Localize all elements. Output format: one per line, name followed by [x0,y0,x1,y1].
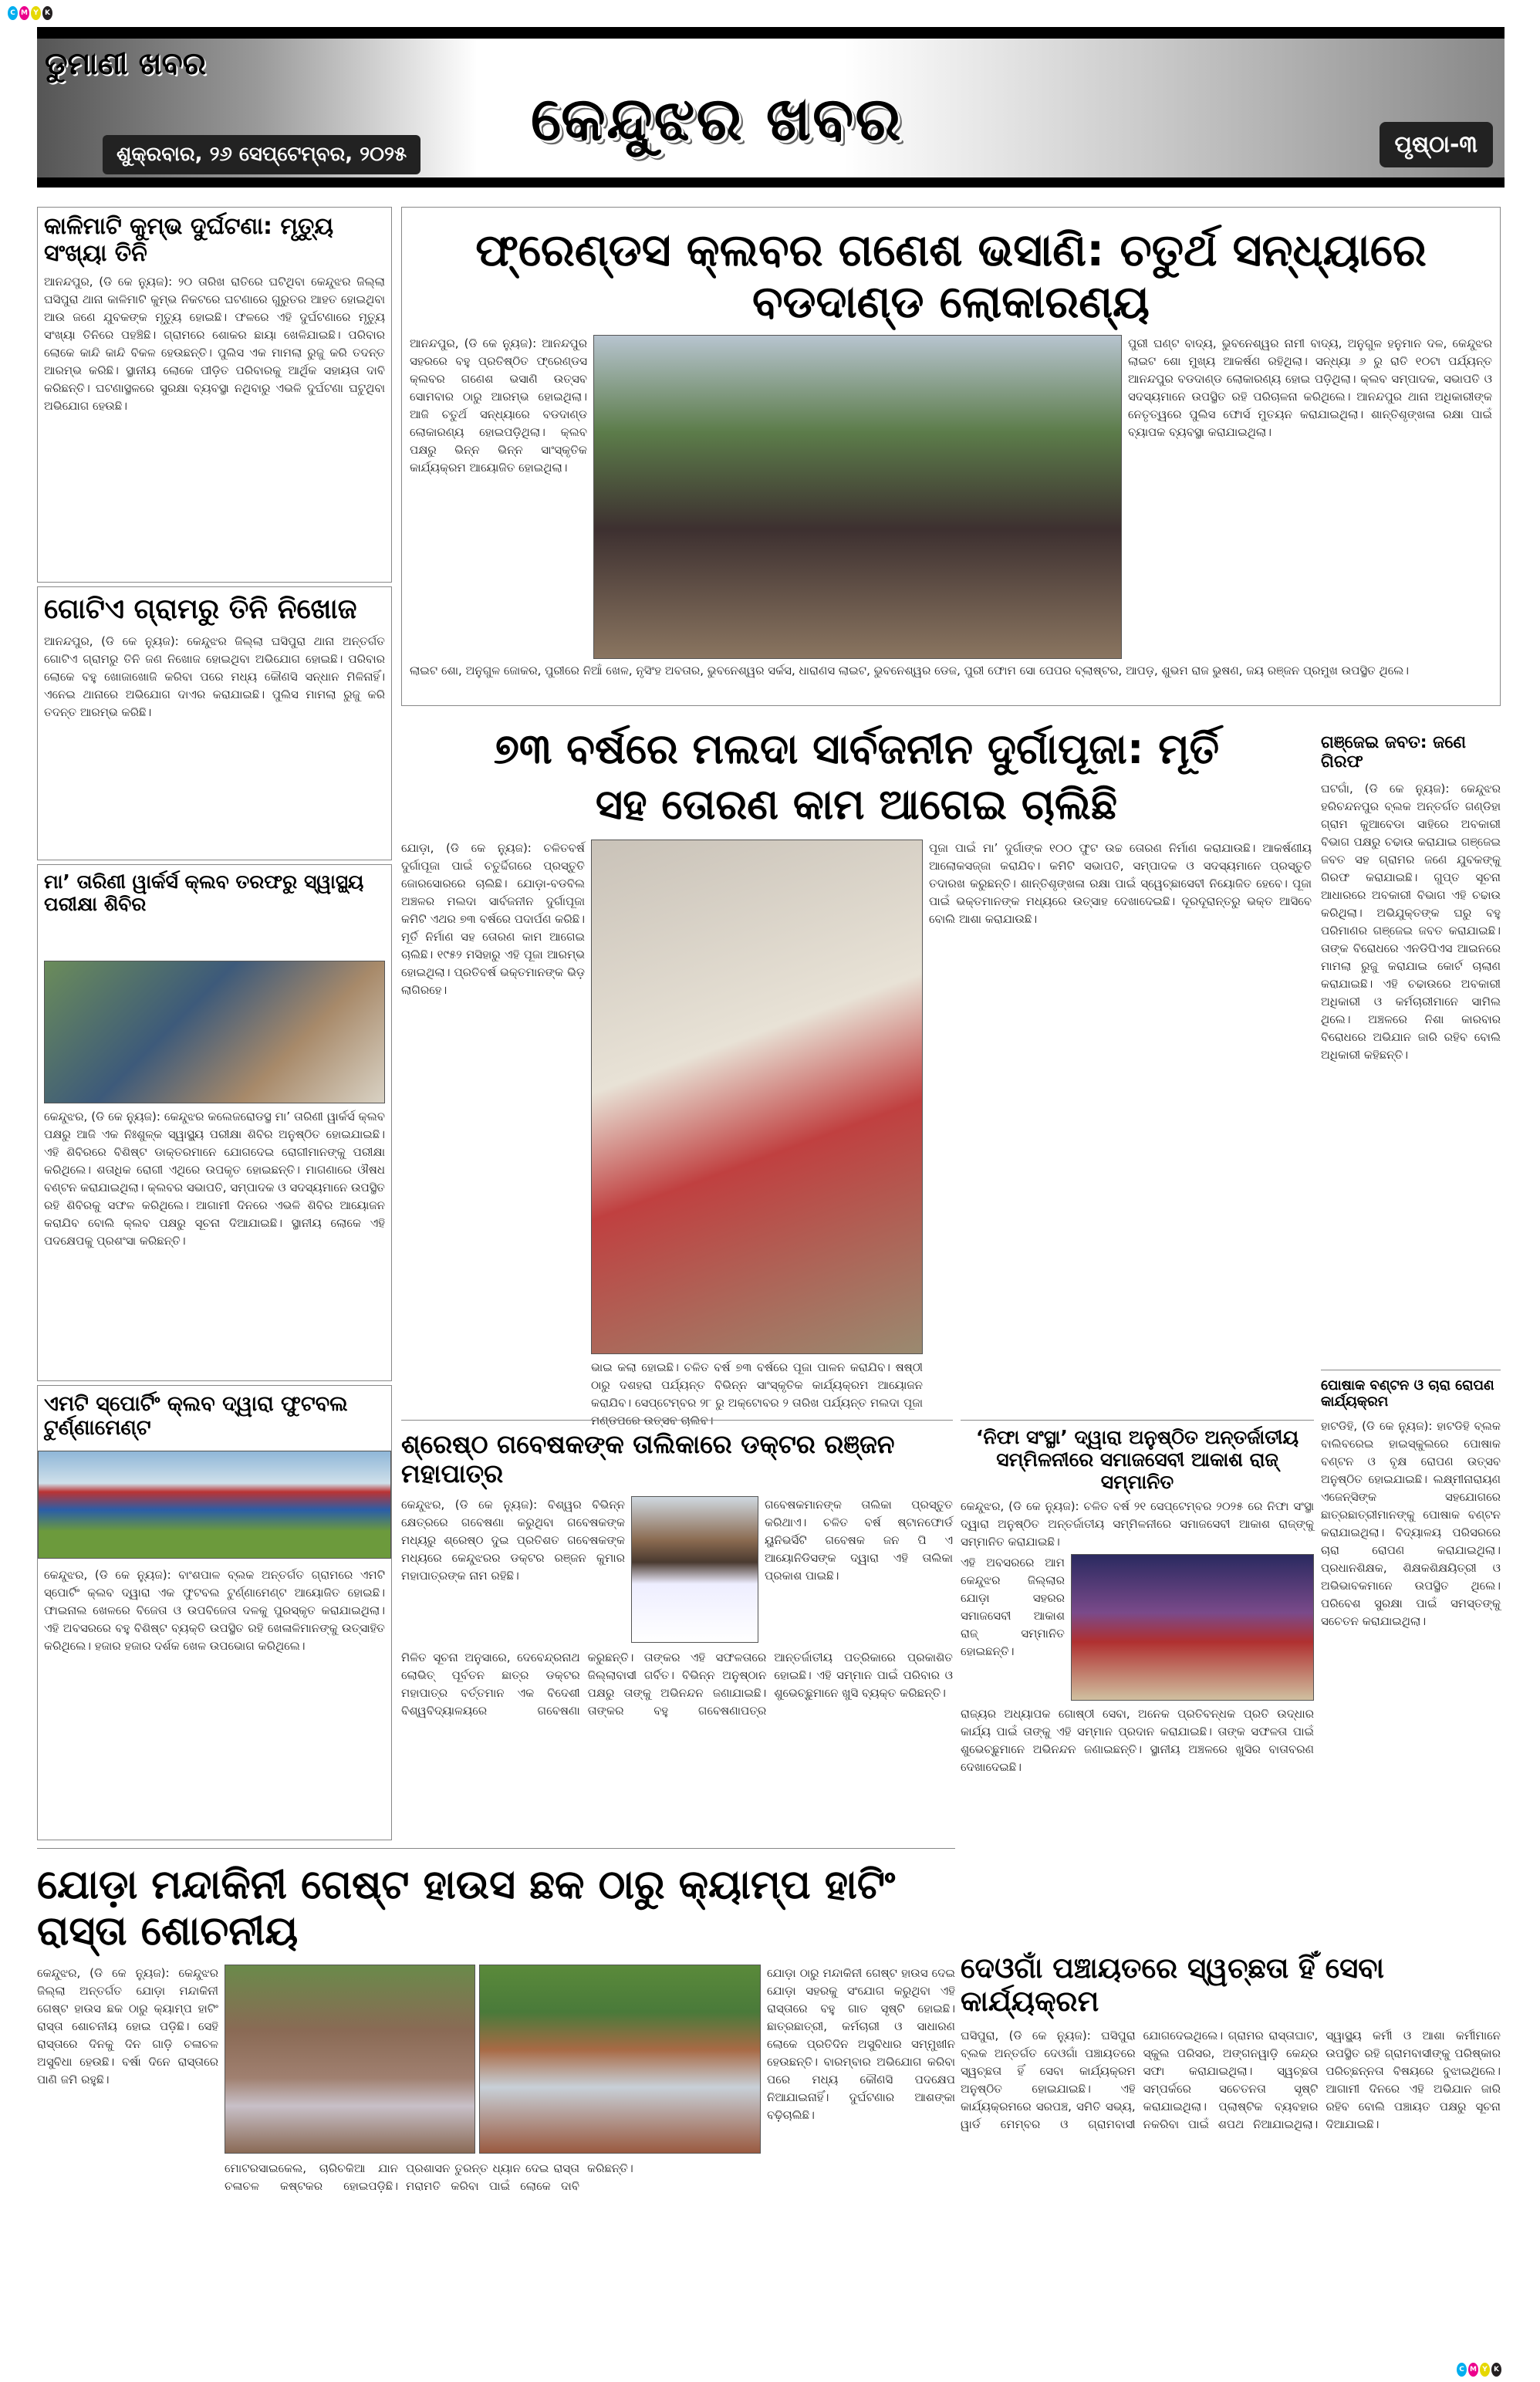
headline: ମା’ ତାରିଣୀ ୱାର୍କର୍ସ କ୍ଲବ ତରଫରୁ ସ୍ୱାସ୍ଥ୍ୟ ପରୀକ୍ଷା ଶିବିର [44,870,364,915]
ranjan-portrait-photo [631,1496,758,1643]
article-body-bottom: ମିଳିତ ସୂଚନା ଅନୁସାରେ, ଦେବେନ୍ଦ୍ରନାଥ ଲୋଭିତ୍ ପୂର୍ବତନ ଛାତ୍ର ଡକ୍ଟର ମହାପାତ୍ର ବର୍ତ୍ତମାନ ଏକ ବିଦେଶୀ ବିଶ୍ୱବିଦ୍ୟାଳୟରେ ଗବେଷଣା କରୁଛନ୍ତି। ତାଙ୍କର ଏହି ସଫଳତାରେ ଜିଲ୍ଲାବାସୀ ଗର୍ବିତ। ବିଭିନ୍ନ ଅନୁଷ୍ଠାନ ପକ୍ଷରୁ ତାଙ୍କୁ ଅଭିନନ୍ଦନ ଜଣାଯାଇଛି। ତାଙ୍କର ବହୁ ଗବେଷଣାପତ୍ର ଆନ୍ତର୍ଜାତୀୟ ପତ୍ରିକାରେ ପ୍ରକାଶିତ ହୋଇଛି। ଏହି ସମ୍ମାନ ପାଇଁ ପରିବାର ଓ ଶୁଭେଚ୍ଛୁମାନେ ଖୁସି ବ୍ୟକ୍ତ କରିଛନ୍ତି। [401,1650,953,1718]
masthead-banner [37,27,1505,188]
headline: ଫ୍ରେଣ୍ଡସ କ୍ଲବର ଗଣେଶ ଭସାଣି: ଚତୁର୍ଥ ସନ୍ଧ୍ୟାରେ ବଡଦାଣ୍ଡ ଲୋକାରଣ୍ୟ [475,224,1427,328]
brand-logo: ଡୁମାଣୀ ଖବର [45,46,207,82]
article-joda-road [37,1848,955,2357]
headline: ଏମଟି ସ୍ପୋର୍ଟିଂ କ୍ଲବ ଦ୍ୱାରା ଫୁଟବଲ ଟୁର୍ଣ୍ଣାମେଣ୍ଟ [44,1392,348,1441]
article-body-mid: ଭାଇ କଲା ହୋଇଛି। ଚଳିତ ବର୍ଷ ୭୩ ବର୍ଷରେ ପୂଜା ପାଳନ କରାଯିବ। ଷଷ୍ଠୀ ଠାରୁ ଦଶହରା ପର୍ଯ୍ୟନ୍ତ ବିଭିନ୍ନ ସାଂସ୍କୃତିକ କାର୍ଯ୍ୟକ୍ରମ ଆୟୋଜନ କରାଯିବ। ସେପ୍ଟେମ୍ବର ୨୮ ରୁ ଅକ୍ଟୋବର ୨ ତାରିଖ ପର୍ଯ୍ୟନ୍ତ ମଲଦା ପୂଜା ମଣ୍ଡପରେ ଉତ୍ସବ ଚାଲିବ। [591,1360,923,1428]
article-body-right: ପୂଜା ପାଇଁ ମା’ ଦୁର୍ଗାଙ୍କ ୧୦୦ ଫୁଟ ଉଚ୍ଚ ତୋରଣ ନିର୍ମାଣ କରାଯାଉଛି। ଆକର୍ଷଣୀୟ ଆଲୋକସଜ୍ଜା କରାଯିବ। କମିଟି ସଭାପତି, ସମ୍ପାଦକ ଓ ସଦସ୍ୟମାନେ ପ୍ରସ୍ତୁତି ତଦାରଖ କରୁଛନ୍ତି। ଶାନ୍ତିଶୃଙ୍ଖଳା ରକ୍ଷା ପାଇଁ ସ୍ୱେଚ୍ଛାସେବୀ ନିୟୋଜିତ ହେବେ। ପୂଜା ପାଇଁ ଭକ୍ତମାନଙ୍କ ମଧ୍ୟରେ ଉତ୍ସାହ ଦେଖାଦେଇଛି। ଦୂରଦୂରାନ୍ତରୁ ଭକ୍ତ ଆସିବେ ବୋଲି ଆଶା କରାଯାଉଛି। [929,841,1312,927]
article-body-left: ଆନନ୍ଦପୁର, (ଡି କେ ନ୍ୟୁଜ): ଆନନ୍ଦପୁର ସହରରେ ବହୁ ପ୍ରତିଷ୍ଠିତ ଫ୍ରେଣ୍ଡସ କ୍ଲବର ଗଣେଶ ଭସାଣି ଉତ୍ସବ ସୋମବାର ଠାରୁ ଆରମ୍ଭ ହୋଇଥିଲା। ଆଜି ଚତୁର୍ଥ ସନ୍ଧ୍ୟାରେ ବଡଦାଣ୍ଡ ଲୋକାରଣ୍ୟ ହୋଇପଡ଼ିଥିଲା। କ୍ଲବ ପକ୍ଷରୁ ଭିନ୍ନ ଭିନ୍ନ ସାଂସ୍କୃତିକ କାର୍ଯ୍ୟକ୍ରମ ଆୟୋଜିତ ହୋଇଥିଲା। [410,336,587,475]
black-mark: K [42,6,52,20]
headline: ଗଞ୍ଜେଇ ଜବତ: ଜଣେ ଗିରଫ [1321,733,1467,772]
durga-idol-photo [591,840,923,1354]
print-registration-marks [8,6,52,20]
headline-line-1: ୭୩ ବର୍ଷରେ ମଲଦା ସାର୍ବଜନୀନ ଦୁର୍ଗାପୂଜା: ମୂର୍ତି [493,725,1220,773]
magenta-mark: M [1468,2363,1478,2377]
article-ganja-seized [1321,733,1501,1366]
cyan-mark: C [1457,2363,1467,2377]
article-friends-club [401,207,1501,706]
article-body-bottom: ରାଜ୍ୟର ଅଧ୍ୟାପକ ଗୋଷ୍ଠୀ ସେବା, ଅନେକ ପ୍ରତିବନ୍ଧକ ପ୍ରତି ଉଦ୍ଧାର କାର୍ଯ୍ୟ ପାଇଁ ତାଙ୍କୁ ଏହି ସମ୍ମାନ ପ୍ରଦାନ କରାଯାଇଛି। ତାଙ୍କ ସଫଳତା ପାଇଁ ଶୁଭେଚ୍ଛୁମାନେ ଅଭିନନ୍ଦନ ଜଣାଇଛନ୍ତି। ସ୍ଥାନୀୟ ଅଞ୍ଚଳରେ ଖୁସିର ବାତାବରଣ ଦେଖାଦେଇଛି। [961,1707,1314,1775]
article-football [37,1385,392,1840]
issue-date: ଶୁକ୍ରବାର, ୨୬ ସେପ୍ଟେମ୍ବର, ୨୦୨୫ [103,135,420,174]
article-body-left: ଯୋଡ଼ା, (ଡି କେ ନ୍ୟୁଜ): ଚଳିତବର୍ଷ ଦୁର୍ଗାପୂଜା ପାଇଁ ଚତୁର୍ଦ୍ଦିଗରେ ପ୍ରସ୍ତୁତି ଜୋରସୋରରେ ଚାଲିଛି। ଯୋଡ଼ା-ବଡବିଲ ଅଞ୍ଚଳର ମଲଦା ସାର୍ବଜନୀନ ଦୁର୍ଗାପୂଜା କମିଟି ଏଥର ୭୩ ବର୍ଷରେ ପଦାର୍ପଣ କରିଛି। ମୂର୍ତି ନିର୍ମାଣ ସହ ତୋରଣ କାମ ଆଗେଇ ଚାଲିଛି। ୧୯୫୨ ମସିହାରୁ ଏହି ପୂଜା ଆରମ୍ଭ ହୋଇଥିଲା। ପ୍ରତିବର୍ଷ ଭକ୍ତମାନଙ୍କ ଭିଡ଼ ଲାଗିରହେ। [401,841,585,998]
article-body-right: ପୁରୀ ଘଣ୍ଟ ବାଦ୍ୟ, ଭୁବନେଶ୍ୱର ନାମୀ ବାଦ୍ୟ, ଅନୁଗୁଳ ହନୁମାନ ଦଳ, କେନ୍ଦୁଝର ଲାଇଟ ଶୋ ମୁଖ୍ୟ ଆକର୍ଷଣ ରହିଥିଲା। ସନ୍ଧ୍ୟା ୬ ରୁ ରାତି ୧୦ଟା ପର୍ଯ୍ୟନ୍ତ ଆନନ୍ଦପୁର ବଡଦାଣ୍ଡ ଲୋକାରଣ୍ୟ ହୋଇ ପଡ଼ିଥିଲା। କ୍ଲବ ସମ୍ପାଦକ, ସଭାପତି ଓ ସଦସ୍ୟମାନେ ଉପସ୍ଥିତ ରହି ପରିଚାଳନା କରିଥିଲେ। ଆନନ୍ଦପୁର ଥାନା ଅଧିକାରୀଙ୍କ ନେତୃତ୍ୱରେ ପୁଲିସ ଫୋର୍ସ ମୁତୟନ କରାଯାଇଥିଲା। ଶାନ୍ତିଶୃଙ୍ଖଳା ରକ୍ଷା ପାଇଁ ବ୍ୟାପକ ବ୍ୟବସ୍ଥା କରାଯାଇଥିଲା। [1128,336,1492,440]
football-photo [38,1451,391,1559]
headline-line-2: ସମ୍ମିଳନୀରେ ସମାଜସେବୀ ଆକାଶ ରାଜ୍ ସମ୍ମାନିତ [996,1448,1278,1493]
article-body-right: ଗବେଷକମାନଙ୍କ ତାଲିକା ପ୍ରସ୍ତୁତ କରିଥାଏ। ଚଳିତ ବର୍ଷ ଷ୍ଟାନଫୋର୍ଡ ୟୁନିଭର୍ସିଟି ଗବେଷକ ଜନ ପି ଏ ଆୟୋନିଡିସଙ୍କ ଦ୍ୱାରା ଏହି ତାଲିକା ପ୍ରକାଶ ପାଇଛି। [765,1497,953,1583]
article-body-bottom: ଲାଇଟ ଶୋ, ଅନୁଗୁଳ ଜୋକର, ପୁରୀରେ ନିଆଁ ଖେଳ, ନୃସିଂହ ଅବତାର, ଭୁବନେଶ୍ୱର ସର୍କସ, ଧାରାଣସ ଲାଇଟ, ଭୁବନେଶ୍ୱର ଡେଜ, ପୁରୀ ଫୋମ ସୋ ପେପର ବ୍ଲାଷ୍ଟର, ଆପଡ଼, ଶୁଭମ ରାଜ ଭୁଷଣ, ଜୟ ରଞ୍ଜନ ପ୍ରମୁଖ ଉପସ୍ଥିତ ଥିଲେ। [410,664,1410,677]
headline: ପୋଷାକ ବଣ୍ଟନ ଓ ଚାରା ରୋପଣ କାର୍ଯ୍ୟକ୍ରମ [1321,1377,1494,1410]
article-kalimati [37,207,392,583]
article-nifa-award [961,1420,1314,1840]
article-body-top: କେନ୍ଦୁଝର, (ଡି କେ ନ୍ୟୁଜ): ଚଳିତ ବର୍ଷ ୨୧ ସେପ୍ଟେମ୍ବର ୨୦୨୫ ରେ ନିଫା ସଂସ୍ଥା ଦ୍ୱାରା ଅନୁଷ୍ଠିତ ଅନ୍ତର୍ଜାତୀୟ ସମ୍ମିଳନୀରେ ସମାଜସେବୀ ଆକାଶ ରାଜ୍ଙ୍କୁ ସମ୍ମାନିତ କରାଯାଇଛି। [961,1499,1314,1549]
headline: ଦେଓଗାଁ ପଞ୍ଚାୟତରେ ସ୍ୱଚ୍ଛତା ହିଁ ସେବା କାର୍ଯ୍ୟକ୍ରମ [961,1951,1384,2018]
article-body: କେନ୍ଦୁଝର, (ଡି କେ ନ୍ୟୁଜ): ବାଂଶପାଳ ବ୍ଲକ ଅନ୍ତର୍ଗତ ଗ୍ରାମରେ ଏମଟି ସ୍ପୋର୍ଟିଂ କ୍ଲବ ଦ୍ୱାରା ଏକ ଫୁଟବଲ ଟୁର୍ଣ୍ଣାମେଣ୍ଟ ଆୟୋଜିତ ହୋଇଛି। ଫାଇନାଲ ଖେଳରେ ବିଜେତା ଓ ଉପବିଜେତା ଦଳକୁ ପୁରସ୍କୃତ କରାଯାଇଥିଲା। ଏହି ଅବସରରେ ବହୁ ବିଶିଷ୍ଟ ବ୍ୟକ୍ତି ଉପସ୍ଥିତ ରହି ଖେଳାଳିମାନଙ୍କୁ ଉତ୍ସାହିତ କରିଥିଲେ। ହଜାର ହଜାର ଦର୍ଶକ ଖେଳ ଉପଭୋଗ କରିଥିଲେ। [44,1568,385,1654]
headline: ଗୋଟିଏ ଗ୍ରାମରୁ ତିନି ନିଖୋଜ [44,593,357,625]
article-body: ଆନନ୍ଦପୁର, (ଡି କେ ନ୍ୟୁଜ): ୨୦ ତାରିଖ ରାତିରେ ଘଟିଥିବା କେନ୍ଦୁଝର ଜିଲ୍ଲା ଘସିପୁରା ଥାନା କାଳିମାଟି କୁମ୍ଭ ନିକଟରେ ଘଟଣାରେ ଗୁରୁତର ଆହତ ହୋଇଥିବା ଆଉ ଜଣେ ଯୁବକଙ୍କ ମୃତ୍ୟୁ ହୋଇଛି। ଫଳରେ ଏହି ଦୁର୍ଘଟଣାରେ ମୃତ୍ୟୁ ସଂଖ୍ୟା ତିନିରେ ପହଞ୍ଚିଛି। ଗ୍ରାମରେ ଶୋକର ଛାୟା ଖେଳିଯାଇଛି। ପରିବାର ଲୋକେ କାନ୍ଦି କାନ୍ଦି ବିକଳ ହେଉଛନ୍ତି। ପୁଲିସ ଏକ ମାମଲା ରୁଜୁ କରି ତଦନ୍ତ ଆରମ୍ଭ କରିଛି। ସ୍ଥାନୀୟ ଲୋକେ ପୀଡ଼ିତ ପରିବାରକୁ ଆର୍ଥିକ ସହାୟତା ଦାବି କରିଛନ୍ତି। ଘଟଣାସ୍ଥଳରେ ସୁରକ୍ଷା ବ୍ୟବସ୍ଥା ନଥିବାରୁ ଏଭଳି ଦୁର୍ଘଟଣା ଘଟୁଥିବା ଅଭିଯୋଗ ହେଉଛି। [44,275,385,413]
masthead-title: କେନ୍ଦୁଝର ଖବର [531,85,903,154]
damaged-road-photo-1 [225,1965,475,2154]
article-body: ହାଟଡିହି, (ଡି କେ ନ୍ୟୁଜ): ହାଟଡିହି ବ୍ଲକ ବାଲିବରେଇ ହାଇସ୍କୁଲରେ ପୋଷାକ ବଣ୍ଟନ ଓ ବୃକ୍ଷ ରୋପଣ ଉତ୍ସବ ଅନୁଷ୍ଠିତ ହୋଇଯାଇଛି। ଲକ୍ଷ୍ମୀନାରାୟଣ ଏଜେନ୍ସିଙ୍କ ସହଯୋଗରେ ଛାତ୍ରଛାତ୍ରୀମାନଙ୍କୁ ପୋଷାକ ବଣ୍ଟନ କରାଯାଇଥିଲା। ବିଦ୍ୟାଳୟ ପରିସରରେ ଚାରା ରୋପଣ କରାଯାଇଥିଲା। ପ୍ରଧାନଶିକ୍ଷକ, ଶିକ୍ଷକଶିକ୍ଷୟିତ୍ରୀ ଓ ଅଭିଭାବକମାନେ ଉପସ୍ଥିତ ଥିଲେ। ପରିବେଶ ସୁରକ୍ଷା ପାଇଁ ସମସ୍ତଙ୍କୁ ସଚେତନ କରାଯାଇଥିଲା। [1321,1419,1501,1629]
article-health-camp [37,864,392,1381]
article-body-lead [44,921,385,956]
health-camp-photo [44,961,385,1103]
article-body-left: ଏହି ଅବସରରେ ଆମ କେନ୍ଦୁଝର ଜିଲ୍ଲାର ଯୋଡ଼ା ସହରର ସମାଜସେବୀ ଆକାଶ ରାଜ୍ ସମ୍ମାନିତ ହୋଇଛନ୍ତି। [961,1556,1065,1659]
article-missing [37,586,392,860]
article-malda-durga-puja [401,710,1312,1428]
article-body: ଆନନ୍ଦପୁର, (ଡି କେ ନ୍ୟୁଜ): କେନ୍ଦୁଝର ଜିଲ୍ଲା ଘସିପୁରା ଥାନା ଅନ୍ତର୍ଗତ ଗୋଟିଏ ଗ୍ରାମରୁ ତିନି ଜଣ ନିଖୋଜ ହୋଇଥିବା ଅଭିଯୋଗ ହୋଇଛି। ପରିବାର ଲୋକେ ବହୁ ଖୋଜାଖୋଜି କରିବା ପରେ ମଧ୍ୟ କୌଣସି ସନ୍ଧାନ ମିଳିନାହିଁ। ଏନେଇ ଥାନାରେ ଅଭିଯୋଗ ଦାଏର କରାଯାଇଛି। ପୁଲିସ ମାମଲା ରୁଜୁ କରି ତଦନ୍ତ ଆରମ୍ଭ କରିଛି। [44,634,385,720]
headline-line-1: ‘ନିଫା ସଂସ୍ଥା’ ଦ୍ୱାରା ଅନୁଷ୍ଠିତ ଅନ୍ତର୍ଜାତୀୟ [975,1426,1299,1448]
article-body: ଘସିପୁରା, (ଡି କେ ନ୍ୟୁଜ): ଘସିପୁରା ବ୍ଲକ ଅନ୍ତର୍ଗତ ଦେଓଗାଁ ପଞ୍ଚାୟତରେ ସ୍ୱଚ୍ଛତା ହିଁ ସେବା କାର୍ଯ୍ୟକ୍ରମ ଅନୁଷ୍ଠିତ ହୋଇଯାଇଛି। ଏହି କାର୍ଯ୍ୟକ୍ରମରେ ସରପଞ୍ଚ, ସମିତି ସଭ୍ୟ, ୱାର୍ଡ ମେମ୍ବର ଓ ଗ୍ରାମବାସୀ ଯୋଗଦେଇଥିଲେ। ଗ୍ରାମର ରାସ୍ତାଘାଟ, ସ୍କୁଲ ପରିସର, ଅଙ୍ଗନୱାଡ଼ି କେନ୍ଦ୍ର ସଫା କରାଯାଇଥିଲା। ସ୍ୱଚ୍ଛତା ସମ୍ପର୍କରେ ସଚେତନତା ସୃଷ୍ଟି କରାଯାଇଥିଲା। ପ୍ଲାଷ୍ଟିକ ବ୍ୟବହାର ନକରିବା ପାଇଁ ଶପଥ ନିଆଯାଇଥିଲା। ସ୍ୱାସ୍ଥ୍ୟ କର୍ମୀ ଓ ଆଶା କର୍ମୀମାନେ ଉପସ୍ଥିତ ରହି ଗ୍ରାମବାସୀଙ୍କୁ ପରିଷ୍କାର ପରିଚ୍ଛନ୍ନତା ବିଷୟରେ ବୁଝାଇଥିଲେ। ଆଗାମୀ ଦିନରେ ଏହି ଅଭିଯାନ ଜାରି ରହିବ ବୋଲି ପଞ୍ଚାୟତ ପକ୍ଷରୁ ସୂଚନା ଦିଆଯାଇଛି। [961,2029,1501,2132]
black-mark: K [1491,2363,1501,2377]
article-ranjan-mohapatra [401,1420,953,1840]
yellow-mark: Y [1480,2363,1490,2377]
page-number: ପୃଷ୍ଠା-୩ [1380,122,1493,167]
article-body: ଘଟଗାଁ, (ଡି କେ ନ୍ୟୁଜ): କେନ୍ଦୁଝର ହରିଚନ୍ଦନପୁର ବ୍ଲକ ଅନ୍ତର୍ଗତ ଗଣ୍ଡିହା ଗ୍ରାମ କୁଆବେଡା ସାହିରେ ଅବକାରୀ ବିଭାଗ ପକ୍ଷରୁ ଚଢାଉ କରାଯାଇ ଗଞ୍ଜେଇ ଜବତ ସହ ଗ୍ରାମର ଜଣେ ଯୁବକଙ୍କୁ ଗିରଫ କରାଯାଇଛି। ଗୁପ୍ତ ସୂଚନା ଆଧାରରେ ଅବକାରୀ ବିଭାଗ ଏହି ଚଢାଉ କରିଥିଲା। ଅଭିଯୁକ୍ତଙ୍କ ଘରୁ ବହୁ ପରିମାଣର ଗଞ୍ଜେଇ ଜବତ କରାଯାଇଛି। ତାଙ୍କ ବିରୋଧରେ ଏନଡିପିଏସ ଆଇନରେ ମାମଲା ରୁଜୁ କରାଯାଇ କୋର୍ଟ ଚାଲାଣ କରାଯାଇଛି। ଏହି ଚଢାଉରେ ଅବକାରୀ ଅଧିକାରୀ ଓ କର୍ମଚାରୀମାନେ ସାମିଲ ଥିଲେ। ଅଞ୍ଚଳରେ ନିଶା କାରବାର ବିରୋଧରେ ଅଭିଯାନ ଜାରି ରହିବ ବୋଲି ଅଧିକାରୀ କହିଛନ୍ତି। [1321,781,1501,1062]
cyan-mark: C [8,6,18,20]
article-body-left: କେନ୍ଦୁଝର, (ଡି କେ ନ୍ୟୁଜ): ବିଶ୍ୱର ବିଭିନ୍ନ କ୍ଷେତ୍ରରେ ଗବେଷଣା କରୁଥିବା ଗବେଷକଙ୍କ ମଧ୍ୟରୁ ଶ୍ରେଷ୍ଠ ଦୁଇ ପ୍ରତିଶତ ଗବେଷକଙ୍କ ମଧ୍ୟରେ କେନ୍ଦୁଝରର ଡକ୍ଟର ରଞ୍ଜନ କୁମାର ମହାପାତ୍ରଙ୍କ ନାମ ରହିଛି। [401,1497,625,1583]
damaged-road-photo-2 [479,1965,761,2154]
headline: କାଳିମାଟି କୁମ୍ଭ ଦୁର୍ଘଟଣା: ମୃତ୍ୟୁ ସଂଖ୍ୟା ତିନି [44,213,334,267]
article-deogaon-cleanliness [961,1952,1501,2357]
headline: ଯୋଡ଼ା ମନ୍ଦାକିନୀ ଗେଷ୍ଟ ହାଉସ ଛକ ଠାରୁ କ୍ୟାମ୍ପ ହାଟିଂ ରାସ୍ତା ଶୋଚନୀୟ [37,1862,896,1955]
headline-line-2: ସହ ତୋରଣ କାମ ଆଗେଇ ଚାଲିଛି [595,780,1118,829]
yellow-mark: Y [31,6,41,20]
award-ceremony-photo [1071,1554,1314,1701]
article-body-right: ଯୋଡ଼ା ଠାରୁ ମନ୍ଦାକିନୀ ଗେଷ୍ଟ ହାଉସ ଦେଇ ଯୋଡ଼ା ସହରକୁ ସଂଯୋଗ କରୁଥିବା ଏହି ରାସ୍ତାରେ ବହୁ ଗାତ ସୃଷ୍ଟି ହୋଇଛି। ଛାତ୍ରଛାତ୍ରୀ, କର୍ମଚାରୀ ଓ ସାଧାରଣ ଲୋକେ ପ୍ରତିଦିନ ଅସୁବିଧାର ସମ୍ମୁଖୀନ ହେଉଛନ୍ତି। ବାରମ୍ବାର ଅଭିଯୋଗ କରିବା ପରେ ମଧ୍ୟ କୌଣସି ପଦକ୍ଷେପ ନିଆଯାଇନାହିଁ। ଦୁର୍ଘଟଣାର ଆଶଙ୍କା ବଢ଼ିଚାଲିଛି। [767,1965,955,2122]
magenta-mark: M [19,6,29,20]
article-body-left: କେନ୍ଦୁଝର, (ଡି କେ ନ୍ୟୁଜ): କେନ୍ଦୁଝର ଜିଲ୍ଲା ଅନ୍ତର୍ଗତ ଯୋଡ଼ା ମନ୍ଦାକିନୀ ଗେଷ୍ଟ ହାଉସ ଛକ ଠାରୁ କ୍ୟାମ୍ପ ହାଟିଂ ରାସ୍ତା ଶୋଚନୀୟ ହୋଇ ପଡ଼ିଛି। ସେହି ରାସ୍ତାରେ ଦିନକୁ ଦିନ ଗାଡ଼ି ଚଳାଚଳ ଅସୁବିଧା ହେଉଛି। ବର୍ଷା ଦିନେ ରାସ୍ତାରେ ପାଣି ଜମି ରହୁଛି। [37,1965,218,2086]
ganesh-procession-photo [593,335,1122,659]
article-dress-distribution [1321,1370,1501,1840]
headline: ଶ୍ରେଷ୍ଠ ଗବେଷକଙ୍କ ତାଲିକାରେ ଡକ୍ଟର ରଞ୍ଜନ ମହାପାତ୍ର [401,1429,895,1488]
print-registration-marks-bottom [1457,2363,1501,2377]
article-body-under: ମୋଟରସାଇକେଲ, ଚାରିଚକିଆ ଯାନ ଚଳାଚଳ କଷ୍ଟକର ହୋଇପଡ଼ିଛି। ପ୍ରଶାସନ ତୁରନ୍ତ ଧ୍ୟାନ ଦେଇ ରାସ୍ତା ମରାମତି କରିବା ପାଇଁ ଲୋକେ ଦାବି କରିଛନ୍ତି। [225,2161,633,2193]
article-body: କେନ୍ଦୁଝର, (ଡି କେ ନ୍ୟୁଜ): କେନ୍ଦୁଝର କଲେଜରୋଡସ୍ଥ ମା’ ତାରିଣୀ ୱାର୍କର୍ସ କ୍ଲବ ପକ୍ଷରୁ ଆଜି ଏକ ନିଃଶୁଳ୍କ ସ୍ୱାସ୍ଥ୍ୟ ପରୀକ୍ଷା ଶିବିର ଅନୁଷ୍ଠିତ ହୋଇଯାଇଛି। ଏହି ଶିବିରରେ ବିଶିଷ୍ଟ ଡାକ୍ତରମାନେ ଯୋଗଦେଇ ରୋଗୀମାନଙ୍କୁ ପରୀକ୍ଷା କରିଥିଲେ। ଶତାଧିକ ରୋଗୀ ଏଥିରେ ଉପକୃତ ହୋଇଛନ୍ତି। ମାଗଣାରେ ଔଷଧ ବଣ୍ଟନ କରାଯାଇଥିଲା। କ୍ଲବର ସଭାପତି, ସମ୍ପାଦକ ଓ ସଦସ୍ୟମାନେ ଉପସ୍ଥିତ ରହି ଶିବିରକୁ ସଫଳ କରିଥିଲେ। ଆଗାମୀ ଦିନରେ ଏଭଳି ଶିବିର ଆୟୋଜନ କରାଯିବ ବୋଲି କ୍ଲବ ପକ୍ଷରୁ ସୂଚନା ଦିଆଯାଇଛି। ସ୍ଥାନୀୟ ଲୋକେ ଏହି ପଦକ୍ଷେପକୁ ପ୍ରଶଂସା କରିଛନ୍ତି। [44,1109,385,1248]
